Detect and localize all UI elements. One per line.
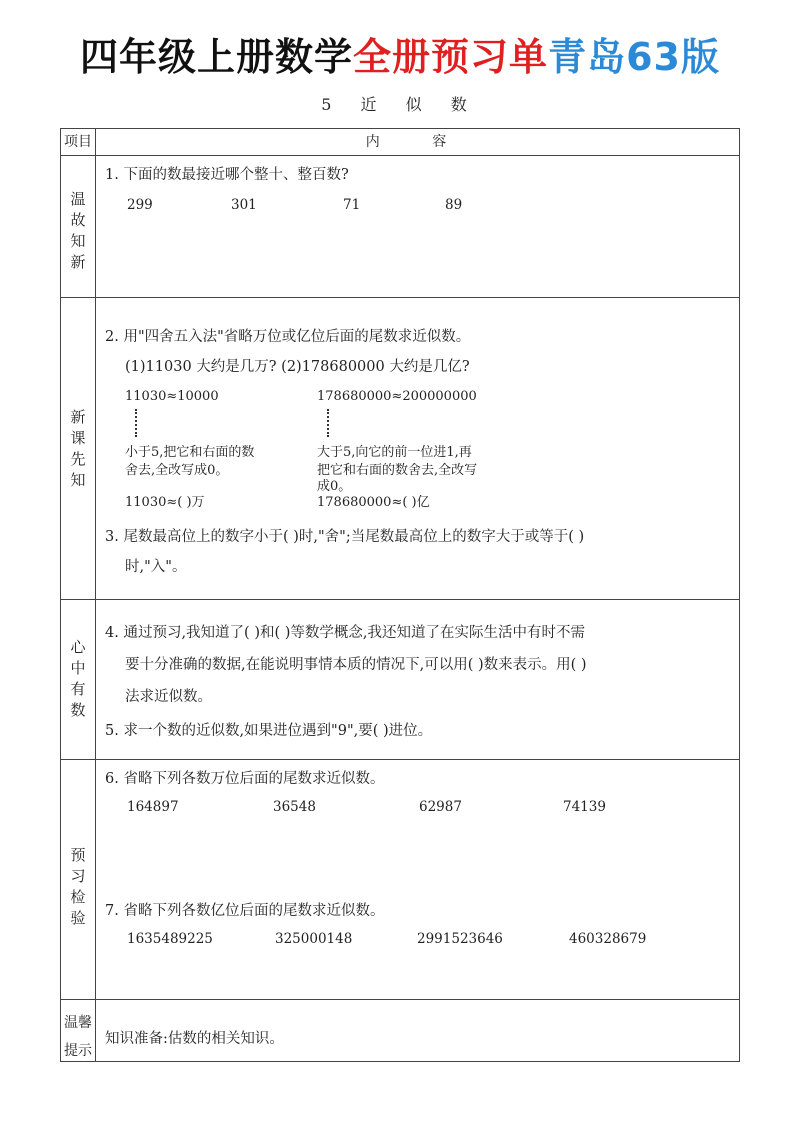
row-divider-review [61,297,739,298]
q1-number: 299 [127,197,153,213]
section-label-new: 新 课 先 知 [70,408,86,489]
left-note-line-2: 舍去,全改写成0。 [125,463,229,478]
q6-number: 74139 [563,799,606,815]
row-divider-new [61,599,739,600]
q6-number: 36548 [273,799,316,815]
dotted-connector-right [327,409,329,437]
row-divider-header [61,155,739,156]
right-equation-2: 178680000≈( )亿 [317,495,430,510]
question-2-sub: (1)11030 大约是几万? (2)178680000 大约是几亿? [125,359,470,375]
right-note-line-1: 大于5,向它的前一位进1,再 [317,445,472,460]
question-4-line-1: 4. 通过预习,我知道了( )和( )等数学概念,我还知道了在实际生活中有时不需 [105,625,586,641]
question-3-line-2: 时,"入"。 [125,559,187,575]
q1-number: 301 [231,197,257,213]
q6-number: 62987 [419,799,462,815]
tip-text: 知识准备:估数的相关知识。 [105,1031,284,1047]
q7-number: 1635489225 [127,931,213,947]
worksheet-title [0,26,800,81]
column-header-item: 项目 [64,134,92,150]
column-header-content: 内 容 [365,134,471,150]
column-divider [95,129,96,1061]
right-equation-1: 178680000≈200000000 [317,389,477,404]
lesson-subtitle: 5 近 似 数 [321,95,479,114]
left-note-line-1: 小于5,把它和右面的数 [125,445,255,460]
section-label-mind: 心 中 有 数 [70,638,86,719]
question-7: 7. 省略下列各数亿位后面的尾数求近似数。 [105,903,385,919]
section-label-check: 预 习 检 验 [70,846,86,927]
q7-number: 2991523646 [417,931,503,947]
worksheet-table [60,128,740,1062]
title-part-edition: 青岛63版 [548,35,720,79]
dotted-connector-left [135,409,137,437]
question-6: 6. 省略下列各数万位后面的尾数求近似数。 [105,771,385,787]
question-2: 2. 用"四舍五入法"省略万位或亿位后面的尾数求近似数。 [105,329,471,345]
left-equation-1: 11030≈10000 [125,389,219,404]
left-equation-2: 11030≈( )万 [125,495,205,510]
question-3-line-1: 3. 尾数最高位上的数字小于( )时,"舍";当尾数最高位上的数字大于或等于( ) [105,529,585,545]
section-label-review: 温 故 知 新 [70,190,86,271]
q6-number: 164897 [127,799,179,815]
q1-number: 71 [343,197,361,213]
q7-number: 460328679 [569,931,647,947]
question-4-line-2: 要十分准确的数据,在能说明事情本质的情况下,可以用( )数来表示。用( ) [125,657,587,673]
section-label-tip: 温馨 提示 [64,1015,92,1059]
right-note-line-2: 把它和右面的数舍去,全改写 [317,463,478,478]
title-part-grade: 四年级上册数学 [80,35,354,79]
question-5: 5. 求一个数的近似数,如果进位遇到"9",要( )进位。 [105,723,433,739]
title-part-preview: 全册预习单 [353,35,549,79]
row-divider-check [61,999,739,1000]
row-divider-mind [61,759,739,760]
q1-number: 89 [445,197,463,213]
q7-number: 325000148 [275,931,353,947]
question-4-line-3: 法求近似数。 [125,689,212,705]
question-1: 1. 下面的数最接近哪个整十、整百数? [105,167,349,183]
right-note-line-3: 成0。 [317,479,352,494]
